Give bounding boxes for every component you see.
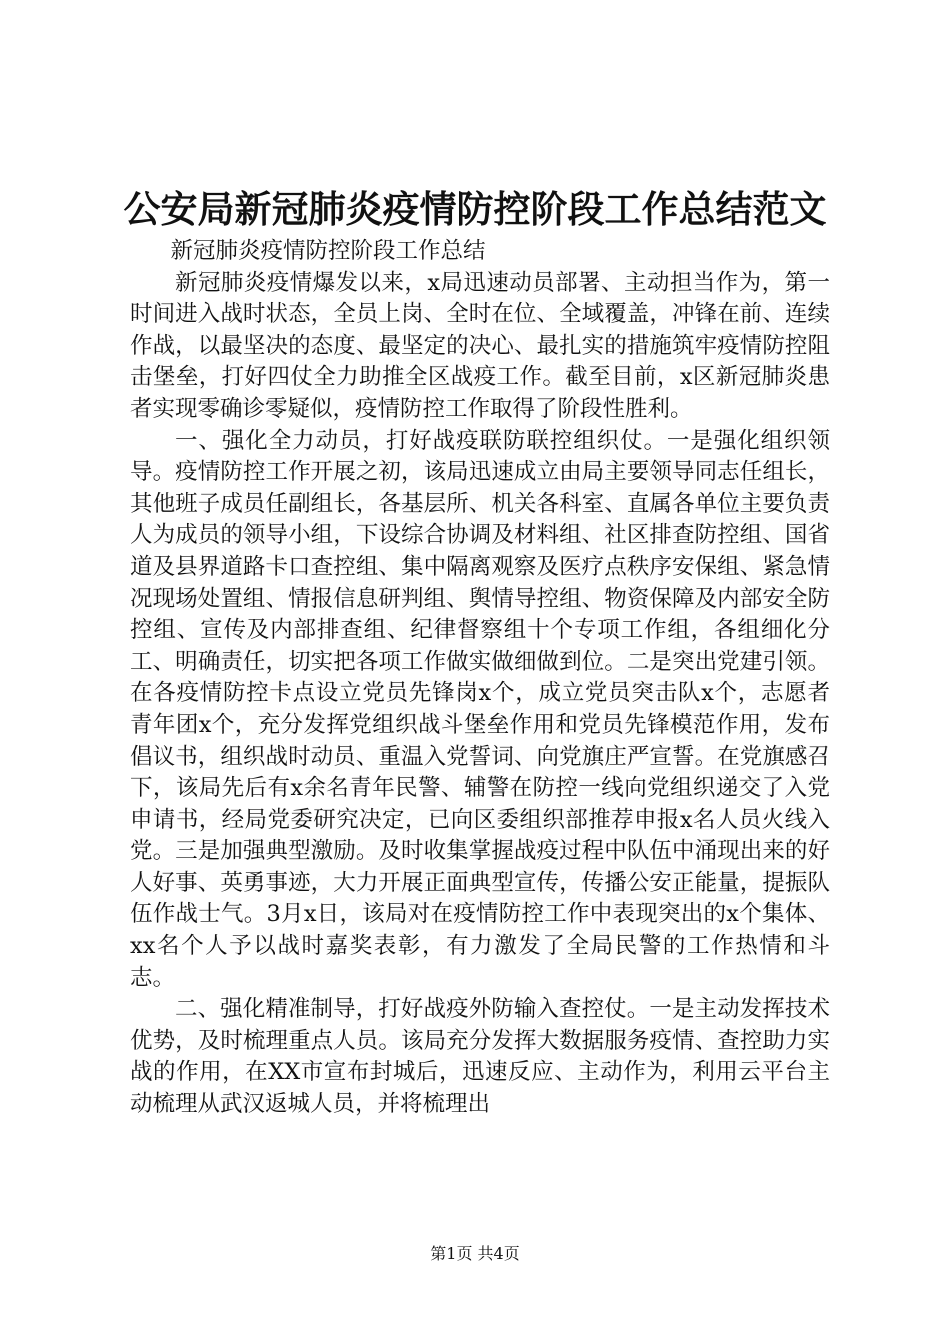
paragraph-intro: 新冠肺炎疫情爆发以来，x局迅速动员部署、主动担当作为，第一时间进入战时状态，全员上岗、全时在位、全域覆盖，冲锋在前、连续作战，以最坚决的态度、最坚定的决心、最扎实的措施筑牢疫情防控阻击堡垒，打好四仗全力助推全区战疫工作。截至目前，x区新冠肺炎患者实现零确诊零疑似，疫情防控工作取得了阶段性胜利。 xyxy=(130,269,830,422)
page-footer: 第1页 共4页 xyxy=(430,1244,520,1263)
document-title: 公安局新冠肺炎疫情防控阶段工作总结范文 xyxy=(123,187,827,231)
paragraph-section-1: 一、强化全力动员，打好战疫联防联控组织仗。一是强化组织领导。疫情防控工作开展之初，该局迅速成立由局主要领导同志任组长，其他班子成员任副组长，各基层所、机关各科室、直属各单位主要负责人为成员的领导小组，下设综合协调及材料组、社区排查防控组、国省道及县界道路卡口查控组、集中隔离观察及医疗点秩序安保组、紧急情况现场处置组、情报信息研判组、舆情导控组、物资保障及内部安全防控组、宣传及内部排查组、纪律督察组十个专项工作组，各组细化分工、明确责任，切实把各项工作做实做细做到位。二是突出党建引领。在各疫情防控卡点设立党员先锋岗x个，成立党员突击队x个，志愿者青年团x个，充分发挥党组织战斗堡垒作用和党员先锋模范作用，发布倡议书，组织战时动员、重温入党誓词、向党旗庄严宣誓。在党旗感召下，该局先后有x余名青年民警、辅警在防控一线向党组织递交了入党申请书，经局党委研究决定，已向区委组织部推荐申报x名人员火线入党。三是加强典型激励。及时收集掌握战疫过程中队伍中涌现出来的好人好事、英勇事迹，大力开展正面典型宣传，传播公安正能量，提振队伍作战士气。3月x日，该局对在疫情防控工作中表现突出的x个集体、xx名个人予以战时嘉奖表彰，有力激发了全局民警的工作热情和斗志。 xyxy=(130,427,830,991)
document-body xyxy=(130,236,830,1121)
paragraph-section-2: 二、强化精准制导，打好战疫外防输入查控仗。一是主动发挥技术优势，及时梳理重点人员。该局充分发挥大数据服务疫情、查控助力实战的作用，在XX市宣布封城后，迅速反应、主动作为，利用云平台主动梳理从武汉返城人员，并将梳理出 xyxy=(130,996,830,1118)
document-subtitle: 新冠肺炎疫情防控阶段工作总结 xyxy=(170,238,486,264)
